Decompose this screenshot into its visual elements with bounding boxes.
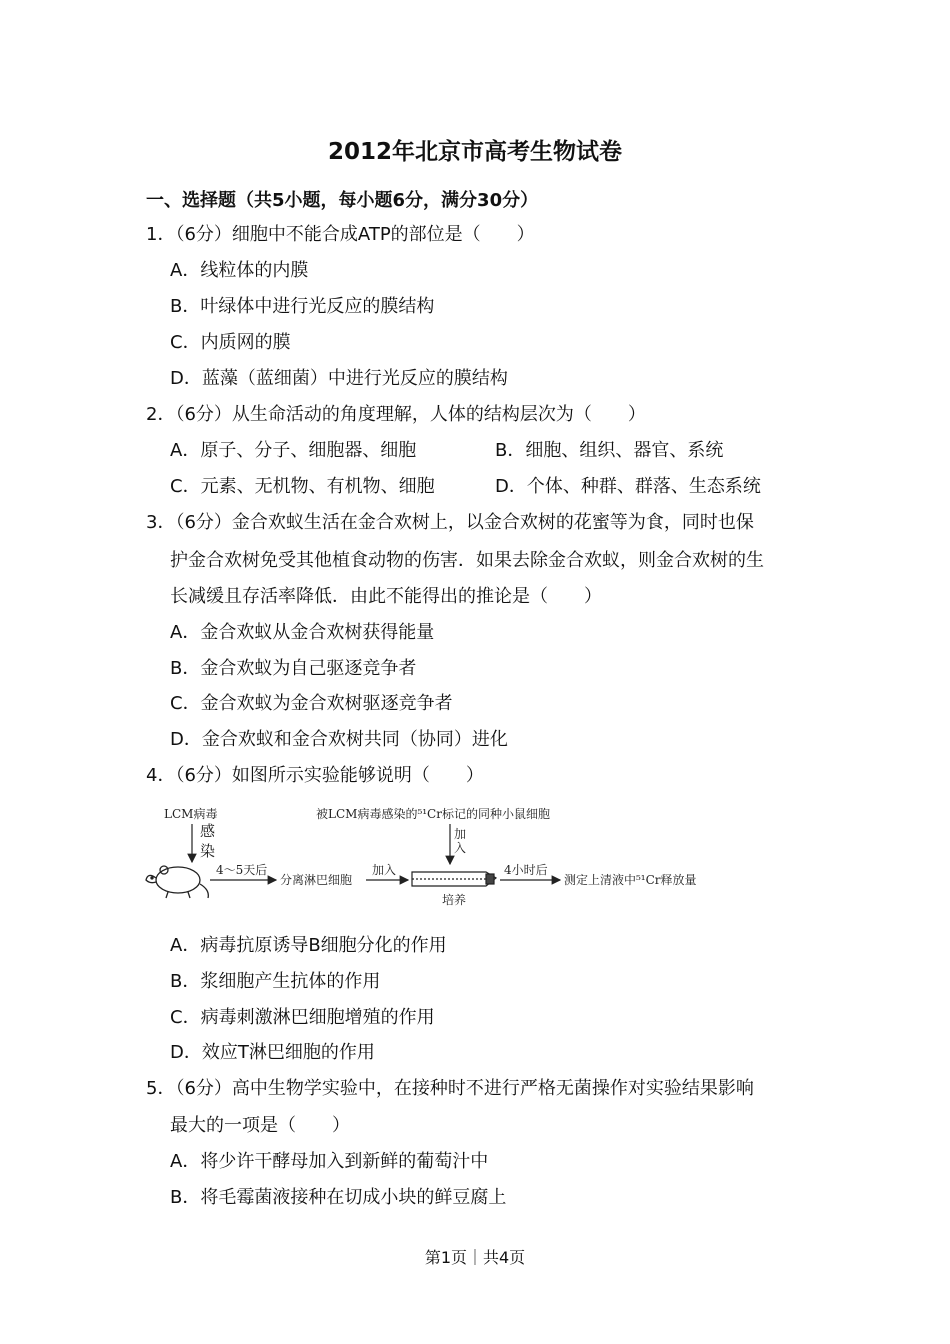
question-4-option-b: B．浆细胞产生抗体的作用 xyxy=(170,971,381,992)
question-2-option-b: B．细胞、组织、器官、系统 xyxy=(495,440,724,461)
question-1-option-d: D．蓝藻（蓝细菌）中进行光反应的膜结构 xyxy=(170,368,508,389)
question-3-stem-line-1: 3．（6分）金合欢蚁生活在金合欢树上，以金合欢树的花蜜等为食，同时也保 xyxy=(146,512,754,533)
page-title: 2012年北京市高考生物试卷 xyxy=(327,139,622,165)
top-cells-label: 被LCM病毒感染的⁵¹Cr标记的同种小鼠细胞 xyxy=(316,807,550,821)
measure-label: 测定上清液中⁵¹Cr释放量 xyxy=(564,873,697,887)
question-2-option-c: C．元素、无机物、有机物、细胞 xyxy=(170,476,435,497)
question-4-option-a: A．病毒抗原诱导B细胞分化的作用 xyxy=(170,935,447,956)
add-label: 加入 xyxy=(372,863,397,877)
infect-label-1: 感 xyxy=(200,822,216,840)
culture-label: 培养 xyxy=(442,893,467,907)
question-3-option-b: B．金合欢蚁为自己驱逐竞争者 xyxy=(170,658,417,679)
question-4-option-d: D．效应T淋巴细胞的作用 xyxy=(170,1042,375,1063)
question-2-option-d: D．个体、种群、群落、生态系统 xyxy=(495,476,761,497)
question-2-stem: 2．（6分）从生命活动的角度理解，人体的结构层次为（ ） xyxy=(146,404,646,425)
question-1-option-a: A．线粒体的内膜 xyxy=(170,260,309,281)
question-5-option-a: A．将少许干酵母加入到新鲜的葡萄汁中 xyxy=(170,1151,489,1172)
days-label: 4～5天后 xyxy=(216,863,268,877)
infect-label-2: 染 xyxy=(200,842,216,860)
question-1-stem: 1．（6分）细胞中不能合成ATP的部位是（ ） xyxy=(146,224,535,245)
question-3-stem-line-3: 长减缓且存活率降低．由此不能得出的推论是（ ） xyxy=(170,586,602,607)
question-5-option-b: B．将毛霉菌液接种在切成小块的鲜豆腐上 xyxy=(170,1187,507,1208)
question-1-option-c: C．内质网的膜 xyxy=(170,332,291,353)
question-3-option-c: C．金合欢蚁为金合欢树驱逐竞争者 xyxy=(170,693,453,714)
question-3-stem-line-2: 护金合欢树免受其他植食动物的伤害．如果去除金合欢蚁，则金合欢树的生 xyxy=(170,550,764,571)
question-1-option-b: B．叶绿体中进行光反应的膜结构 xyxy=(170,296,435,317)
virus-label: LCM病毒 xyxy=(164,807,218,821)
add-vertical-label-1: 加 xyxy=(454,827,467,841)
mouse-icon xyxy=(146,866,208,898)
culture-tube-icon xyxy=(412,872,496,886)
add-vertical-label-2: 入 xyxy=(454,841,467,855)
question-4-stem: 4．（6分）如图所示实验能够说明（ ） xyxy=(146,765,484,786)
question-4-option-c: C．病毒刺激淋巴细胞增殖的作用 xyxy=(170,1007,435,1028)
question-5-stem-line-1: 5．（6分）高中生物学实验中，在接种时不进行严格无菌操作对实验结果影响 xyxy=(146,1078,754,1099)
question-3-option-d: D．金合欢蚁和金合欢树共同（协同）进化 xyxy=(170,729,508,750)
page-footer: 第1页｜共4页 xyxy=(424,1248,526,1267)
hours-label: 4小时后 xyxy=(504,863,548,877)
question-5-stem-line-2: 最大的一项是（ ） xyxy=(170,1115,350,1136)
separate-label: 分离淋巴细胞 xyxy=(280,873,353,887)
question-3-option-a: A．金合欢蚁从金合欢树获得能量 xyxy=(170,622,435,643)
experiment-diagram xyxy=(140,800,740,910)
section-heading: 一、选择题（共5小题，每小题6分，满分30分） xyxy=(146,190,539,211)
question-2-option-a: A．原子、分子、细胞器、细胞 xyxy=(170,440,417,461)
